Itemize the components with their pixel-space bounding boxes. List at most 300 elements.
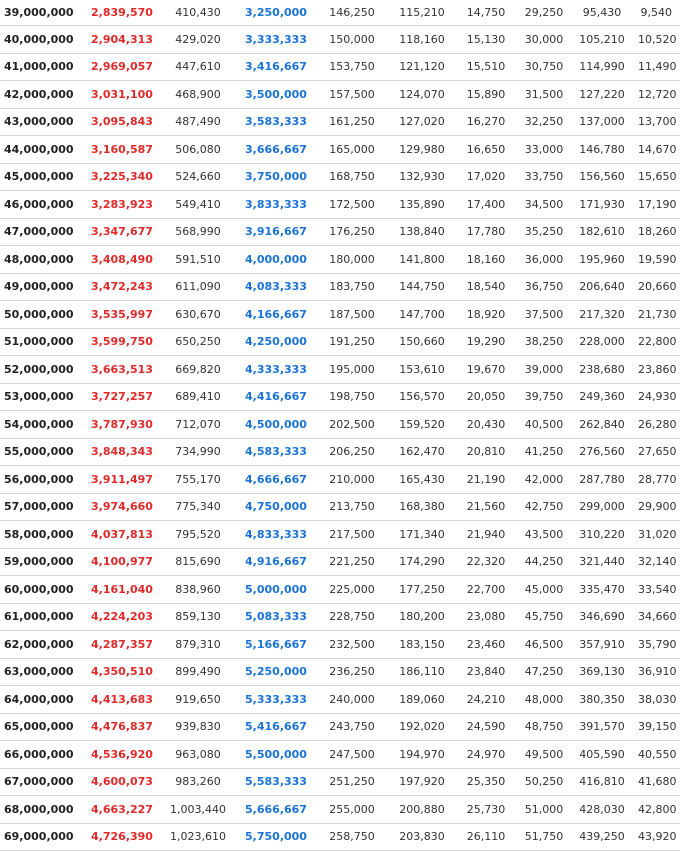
table-cell: 251,250 — [316, 768, 388, 796]
table-cell: 217,500 — [316, 521, 388, 549]
table-cell: 17,400 — [456, 191, 516, 219]
table-cell: 69,000,000 — [0, 823, 84, 851]
table-cell: 14,670 — [632, 136, 680, 164]
table-cell: 3,095,843 — [84, 108, 160, 136]
table-cell: 963,080 — [160, 741, 236, 769]
table-cell: 195,000 — [316, 356, 388, 384]
table-cell: 755,170 — [160, 466, 236, 494]
table-cell: 30,000 — [516, 26, 572, 54]
table-cell: 650,250 — [160, 328, 236, 356]
table-cell: 177,250 — [388, 576, 456, 604]
table-cell: 168,750 — [316, 163, 388, 191]
table-cell: 63,000,000 — [0, 658, 84, 686]
table-cell: 10,520 — [632, 26, 680, 54]
table-cell: 16,270 — [456, 108, 516, 136]
table-cell: 228,000 — [572, 328, 632, 356]
table-cell: 49,000,000 — [0, 273, 84, 301]
table-cell: 47,000,000 — [0, 218, 84, 246]
table-cell: 41,000,000 — [0, 53, 84, 81]
table-cell: 129,980 — [388, 136, 456, 164]
table-cell: 68,000,000 — [0, 796, 84, 824]
table-cell: 18,160 — [456, 246, 516, 274]
table-cell: 45,000 — [516, 576, 572, 604]
table-cell: 121,120 — [388, 53, 456, 81]
table-cell: 34,500 — [516, 191, 572, 219]
table-cell: 146,250 — [316, 0, 388, 26]
table-cell: 1,023,610 — [160, 823, 236, 851]
table-cell: 5,250,000 — [236, 658, 316, 686]
table-cell: 712,070 — [160, 411, 236, 439]
table-cell: 48,000,000 — [0, 246, 84, 274]
table-cell: 838,960 — [160, 576, 236, 604]
table-cell: 58,000,000 — [0, 521, 84, 549]
table-cell: 17,020 — [456, 163, 516, 191]
table-cell: 176,250 — [316, 218, 388, 246]
table-cell: 105,210 — [572, 26, 632, 54]
table-cell: 22,320 — [456, 548, 516, 576]
table-cell: 200,880 — [388, 796, 456, 824]
table-cell: 380,350 — [572, 686, 632, 714]
table-cell: 147,700 — [388, 301, 456, 329]
table-cell: 41,250 — [516, 438, 572, 466]
table-cell: 30,750 — [516, 53, 572, 81]
table-cell: 243,750 — [316, 713, 388, 741]
table-cell: 4,666,667 — [236, 466, 316, 494]
table-cell: 118,160 — [388, 26, 456, 54]
table-cell: 506,080 — [160, 136, 236, 164]
table-cell: 202,500 — [316, 411, 388, 439]
table-cell: 3,666,667 — [236, 136, 316, 164]
table-cell: 5,416,667 — [236, 713, 316, 741]
table-cell: 153,750 — [316, 53, 388, 81]
table-cell: 42,750 — [516, 493, 572, 521]
table-cell: 198,750 — [316, 383, 388, 411]
table-cell: 180,200 — [388, 603, 456, 631]
table-cell: 51,000 — [516, 796, 572, 824]
table-row — [0, 466, 680, 494]
table-cell: 127,020 — [388, 108, 456, 136]
table-row — [0, 493, 680, 521]
table-cell: 162,470 — [388, 438, 456, 466]
table-cell: 4,350,510 — [84, 658, 160, 686]
table-cell: 26,110 — [456, 823, 516, 851]
table-cell: 135,890 — [388, 191, 456, 219]
table-cell: 132,930 — [388, 163, 456, 191]
table-cell: 299,000 — [572, 493, 632, 521]
table-cell: 61,000,000 — [0, 603, 84, 631]
table-cell: 3,347,677 — [84, 218, 160, 246]
table-cell: 487,490 — [160, 108, 236, 136]
table-cell: 4,916,667 — [236, 548, 316, 576]
table-cell: 4,166,667 — [236, 301, 316, 329]
table-cell: 4,536,920 — [84, 741, 160, 769]
table-cell: 174,290 — [388, 548, 456, 576]
table-cell: 60,000,000 — [0, 576, 84, 604]
table-cell: 210,000 — [316, 466, 388, 494]
table-cell: 45,750 — [516, 603, 572, 631]
table-cell: 40,000,000 — [0, 26, 84, 54]
table-cell: 53,000,000 — [0, 383, 84, 411]
table-cell: 4,333,333 — [236, 356, 316, 384]
table-cell: 4,750,000 — [236, 493, 316, 521]
table-cell: 137,000 — [572, 108, 632, 136]
table-cell: 42,000,000 — [0, 81, 84, 109]
table-cell: 35,790 — [632, 631, 680, 659]
table-cell: 859,130 — [160, 603, 236, 631]
table-row — [0, 658, 680, 686]
table-cell: 153,610 — [388, 356, 456, 384]
table-cell: 183,150 — [388, 631, 456, 659]
table-cell: 3,031,100 — [84, 81, 160, 109]
table-cell: 369,130 — [572, 658, 632, 686]
table-cell: 815,690 — [160, 548, 236, 576]
table-cell: 4,476,837 — [84, 713, 160, 741]
table-cell: 197,920 — [388, 768, 456, 796]
table-cell: 3,916,667 — [236, 218, 316, 246]
table-cell: 19,670 — [456, 356, 516, 384]
table-cell: 3,535,997 — [84, 301, 160, 329]
table-cell: 156,560 — [572, 163, 632, 191]
table-cell: 5,166,667 — [236, 631, 316, 659]
table-cell: 165,430 — [388, 466, 456, 494]
table-cell: 59,000,000 — [0, 548, 84, 576]
table-cell: 447,610 — [160, 53, 236, 81]
table-cell: 24,210 — [456, 686, 516, 714]
table-cell: 40,500 — [516, 411, 572, 439]
table-cell: 189,060 — [388, 686, 456, 714]
table-cell: 191,250 — [316, 328, 388, 356]
table-cell: 13,700 — [632, 108, 680, 136]
table-cell: 346,690 — [572, 603, 632, 631]
table-cell: 161,250 — [316, 108, 388, 136]
table-cell: 14,750 — [456, 0, 516, 26]
table-row — [0, 328, 680, 356]
table-cell: 186,110 — [388, 658, 456, 686]
table-cell: 3,750,000 — [236, 163, 316, 191]
table-row — [0, 576, 680, 604]
table-cell: 439,250 — [572, 823, 632, 851]
table-cell: 240,000 — [316, 686, 388, 714]
table-cell: 67,000,000 — [0, 768, 84, 796]
table-cell: 124,070 — [388, 81, 456, 109]
table-cell: 65,000,000 — [0, 713, 84, 741]
table-cell: 17,190 — [632, 191, 680, 219]
table-cell: 310,220 — [572, 521, 632, 549]
table-cell: 3,500,000 — [236, 81, 316, 109]
table-cell: 262,840 — [572, 411, 632, 439]
table-cell: 249,360 — [572, 383, 632, 411]
table-cell: 939,830 — [160, 713, 236, 741]
table-cell: 39,000,000 — [0, 0, 84, 26]
table-cell: 3,225,340 — [84, 163, 160, 191]
table-cell: 57,000,000 — [0, 493, 84, 521]
table-row — [0, 438, 680, 466]
table-row — [0, 548, 680, 576]
table-row — [0, 108, 680, 136]
table-cell: 416,810 — [572, 768, 632, 796]
table-cell: 180,000 — [316, 246, 388, 274]
table-cell: 24,930 — [632, 383, 680, 411]
table-cell: 39,150 — [632, 713, 680, 741]
table-cell: 20,430 — [456, 411, 516, 439]
table-cell: 203,830 — [388, 823, 456, 851]
table-cell: 287,780 — [572, 466, 632, 494]
table-cell: 195,960 — [572, 246, 632, 274]
table-cell: 236,250 — [316, 658, 388, 686]
table-cell: 4,500,000 — [236, 411, 316, 439]
table-cell: 669,820 — [160, 356, 236, 384]
table-cell: 44,250 — [516, 548, 572, 576]
table-cell: 29,900 — [632, 493, 680, 521]
table-cell: 49,500 — [516, 741, 572, 769]
table-cell: 18,920 — [456, 301, 516, 329]
table-cell: 95,430 — [572, 0, 632, 26]
table-cell: 4,161,040 — [84, 576, 160, 604]
table-cell: 335,470 — [572, 576, 632, 604]
table-cell: 3,333,333 — [236, 26, 316, 54]
table-cell: 3,663,513 — [84, 356, 160, 384]
table-cell: 172,500 — [316, 191, 388, 219]
table-cell: 141,800 — [388, 246, 456, 274]
table-cell: 428,030 — [572, 796, 632, 824]
table-cell: 568,990 — [160, 218, 236, 246]
table-cell: 22,700 — [456, 576, 516, 604]
table-cell: 3,160,587 — [84, 136, 160, 164]
table-cell: 168,380 — [388, 493, 456, 521]
table-cell: 5,000,000 — [236, 576, 316, 604]
table-cell: 357,910 — [572, 631, 632, 659]
table-row — [0, 273, 680, 301]
table-cell: 4,583,333 — [236, 438, 316, 466]
table-cell: 194,970 — [388, 741, 456, 769]
table-cell: 23,460 — [456, 631, 516, 659]
table-row — [0, 713, 680, 741]
table-cell: 4,250,000 — [236, 328, 316, 356]
table-cell: 114,990 — [572, 53, 632, 81]
table-row — [0, 0, 680, 26]
table-cell: 228,750 — [316, 603, 388, 631]
table-cell: 2,839,570 — [84, 0, 160, 26]
table-cell: 55,000,000 — [0, 438, 84, 466]
table-cell: 5,583,333 — [236, 768, 316, 796]
table-row — [0, 81, 680, 109]
table-cell: 3,787,930 — [84, 411, 160, 439]
table-cell: 42,800 — [632, 796, 680, 824]
table-cell: 24,590 — [456, 713, 516, 741]
table-cell: 405,590 — [572, 741, 632, 769]
table-cell: 4,413,683 — [84, 686, 160, 714]
table-cell: 18,260 — [632, 218, 680, 246]
table-cell: 16,650 — [456, 136, 516, 164]
table-cell: 206,250 — [316, 438, 388, 466]
table-row — [0, 741, 680, 769]
table-cell: 5,333,333 — [236, 686, 316, 714]
table-row — [0, 383, 680, 411]
table-cell: 39,750 — [516, 383, 572, 411]
table-cell: 1,003,440 — [160, 796, 236, 824]
table-row — [0, 631, 680, 659]
table-cell: 43,920 — [632, 823, 680, 851]
table-cell: 919,650 — [160, 686, 236, 714]
table-cell: 4,663,227 — [84, 796, 160, 824]
table-cell: 19,590 — [632, 246, 680, 274]
table-cell: 18,540 — [456, 273, 516, 301]
table-cell: 20,810 — [456, 438, 516, 466]
table-row — [0, 686, 680, 714]
table-cell: 5,666,667 — [236, 796, 316, 824]
table-cell: 146,780 — [572, 136, 632, 164]
table-cell: 206,640 — [572, 273, 632, 301]
table-cell: 182,610 — [572, 218, 632, 246]
table-cell: 48,750 — [516, 713, 572, 741]
table-cell: 156,570 — [388, 383, 456, 411]
table-cell: 36,750 — [516, 273, 572, 301]
table-cell: 33,540 — [632, 576, 680, 604]
table-cell: 3,472,243 — [84, 273, 160, 301]
table-cell: 795,520 — [160, 521, 236, 549]
table-cell: 3,250,000 — [236, 0, 316, 26]
table-cell: 321,440 — [572, 548, 632, 576]
table-row — [0, 26, 680, 54]
table-cell: 232,500 — [316, 631, 388, 659]
table-cell: 54,000,000 — [0, 411, 84, 439]
table-cell: 3,911,497 — [84, 466, 160, 494]
table-cell: 3,833,333 — [236, 191, 316, 219]
table-cell: 4,726,390 — [84, 823, 160, 851]
table-cell: 187,500 — [316, 301, 388, 329]
table-cell: 183,750 — [316, 273, 388, 301]
table-cell: 429,020 — [160, 26, 236, 54]
table-cell: 29,250 — [516, 0, 572, 26]
table-cell: 36,910 — [632, 658, 680, 686]
table-cell: 64,000,000 — [0, 686, 84, 714]
table-cell: 21,560 — [456, 493, 516, 521]
table-cell: 46,000,000 — [0, 191, 84, 219]
table-row — [0, 356, 680, 384]
table-cell: 62,000,000 — [0, 631, 84, 659]
table-cell: 4,000,000 — [236, 246, 316, 274]
table-cell: 2,904,313 — [84, 26, 160, 54]
table-cell: 21,730 — [632, 301, 680, 329]
table-cell: 21,940 — [456, 521, 516, 549]
table-cell: 20,050 — [456, 383, 516, 411]
table-cell: 50,000,000 — [0, 301, 84, 329]
table-row — [0, 301, 680, 329]
table-cell: 43,500 — [516, 521, 572, 549]
table-cell: 611,090 — [160, 273, 236, 301]
table-cell: 25,730 — [456, 796, 516, 824]
table-cell: 50,250 — [516, 768, 572, 796]
table-cell: 221,250 — [316, 548, 388, 576]
table-cell: 213,750 — [316, 493, 388, 521]
table-cell: 41,680 — [632, 768, 680, 796]
table-cell: 255,000 — [316, 796, 388, 824]
table-cell: 3,974,660 — [84, 493, 160, 521]
table-row — [0, 53, 680, 81]
table-row — [0, 246, 680, 274]
table-cell: 157,500 — [316, 81, 388, 109]
table-cell: 115,210 — [388, 0, 456, 26]
table-cell: 899,490 — [160, 658, 236, 686]
table-cell: 3,727,257 — [84, 383, 160, 411]
table-cell: 5,750,000 — [236, 823, 316, 851]
table-cell: 165,000 — [316, 136, 388, 164]
table-cell: 33,000 — [516, 136, 572, 164]
table-cell: 159,520 — [388, 411, 456, 439]
table-cell: 28,770 — [632, 466, 680, 494]
table-cell: 689,410 — [160, 383, 236, 411]
table-cell: 17,780 — [456, 218, 516, 246]
table-row — [0, 768, 680, 796]
table-cell: 144,750 — [388, 273, 456, 301]
table-cell: 4,224,203 — [84, 603, 160, 631]
table-cell: 38,030 — [632, 686, 680, 714]
table-cell: 3,583,333 — [236, 108, 316, 136]
table-cell: 23,860 — [632, 356, 680, 384]
table-cell: 524,660 — [160, 163, 236, 191]
table-row — [0, 411, 680, 439]
table-cell: 983,260 — [160, 768, 236, 796]
table-row — [0, 191, 680, 219]
table-cell: 4,600,073 — [84, 768, 160, 796]
table-row — [0, 163, 680, 191]
table-row — [0, 823, 680, 851]
table-cell: 3,416,667 — [236, 53, 316, 81]
table-cell: 46,500 — [516, 631, 572, 659]
table-cell: 3,848,343 — [84, 438, 160, 466]
table-cell: 410,430 — [160, 0, 236, 26]
table-cell: 238,680 — [572, 356, 632, 384]
table-cell: 34,660 — [632, 603, 680, 631]
table-cell: 5,083,333 — [236, 603, 316, 631]
table-row — [0, 603, 680, 631]
table-cell: 276,560 — [572, 438, 632, 466]
table-cell: 15,510 — [456, 53, 516, 81]
table-cell: 33,750 — [516, 163, 572, 191]
table-cell: 47,250 — [516, 658, 572, 686]
table-cell: 217,320 — [572, 301, 632, 329]
table-cell: 56,000,000 — [0, 466, 84, 494]
table-cell: 37,500 — [516, 301, 572, 329]
table-cell: 4,100,977 — [84, 548, 160, 576]
table-cell: 19,290 — [456, 328, 516, 356]
table-cell: 31,020 — [632, 521, 680, 549]
table-cell: 26,280 — [632, 411, 680, 439]
table-cell: 32,140 — [632, 548, 680, 576]
table-cell: 52,000,000 — [0, 356, 84, 384]
table-cell: 48,000 — [516, 686, 572, 714]
table-cell: 4,833,333 — [236, 521, 316, 549]
table-row — [0, 136, 680, 164]
table-cell: 549,410 — [160, 191, 236, 219]
table-cell: 247,500 — [316, 741, 388, 769]
table-row — [0, 796, 680, 824]
table-cell: 150,000 — [316, 26, 388, 54]
table-cell: 39,000 — [516, 356, 572, 384]
table-cell: 15,650 — [632, 163, 680, 191]
table-cell: 150,660 — [388, 328, 456, 356]
table-cell: 4,037,813 — [84, 521, 160, 549]
table-cell: 24,970 — [456, 741, 516, 769]
table-cell: 127,220 — [572, 81, 632, 109]
table-cell: 3,283,923 — [84, 191, 160, 219]
table-cell: 22,800 — [632, 328, 680, 356]
table-cell: 5,500,000 — [236, 741, 316, 769]
table-cell: 258,750 — [316, 823, 388, 851]
table-cell: 192,020 — [388, 713, 456, 741]
table-cell: 775,340 — [160, 493, 236, 521]
table-cell: 31,500 — [516, 81, 572, 109]
